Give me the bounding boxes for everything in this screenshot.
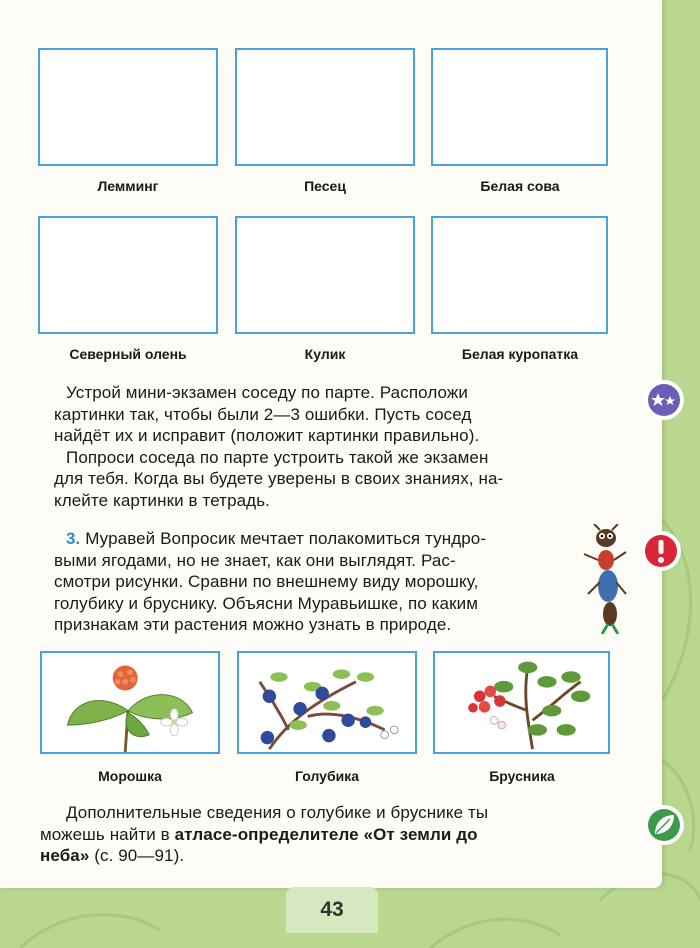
image-slot-ptarmigan: [431, 216, 608, 334]
atlas-reference: атласе-определителе «От земли до: [174, 824, 478, 844]
text-line: можешь найти в: [40, 824, 175, 844]
blueberry-illustration: [239, 653, 415, 752]
caption-lingonberry: Брусника: [489, 768, 555, 784]
ant-icon: [578, 524, 630, 634]
text-line: голубику и бруснику. Объясни Муравьишке, по каким: [54, 593, 479, 613]
extra-info-paragraph: [40, 802, 612, 867]
text-line: выми ягодами, но не знает, как они выглядят. Рас-: [54, 550, 456, 570]
caption-arctic-fox: Песец: [304, 178, 346, 194]
image-slot-arctic-fox: [235, 48, 415, 166]
blueberry-picture: [237, 651, 417, 754]
text-line: картинки так, чтобы были 2—3 ошибки. Пусть сосед: [54, 404, 472, 424]
text-line: Устрой мини-экзамен соседу по парте. Расположи: [66, 383, 468, 402]
image-slot-snowy-owl: [431, 48, 608, 166]
text-line: клейте картинки в тетрадь.: [54, 490, 270, 510]
exam-paragraph: [54, 382, 610, 512]
image-slot-lemming: [38, 48, 218, 166]
image-slot-sandpiper: [235, 216, 415, 334]
page-reference: (с. 90—91).: [89, 846, 185, 866]
lingonberry-illustration: [435, 653, 608, 752]
caption-blueberry: Голубика: [295, 768, 359, 784]
task-number: 3.: [66, 529, 81, 548]
stars-icon: [643, 379, 685, 421]
text-line: Попроси соседа по парте устроить такой же экзамен: [66, 447, 489, 467]
text-line: найдёт их и исправит (положит картинки правильно).: [54, 426, 480, 446]
cloudberry-picture: [40, 651, 220, 754]
caption-reindeer: Северный олень: [69, 346, 187, 362]
caption-lemming: Лемминг: [97, 178, 159, 194]
caption-snowy-owl: Белая сова: [480, 178, 560, 194]
cloudberry-illustration: [42, 653, 218, 752]
image-slot-reindeer: [38, 216, 218, 334]
lingonberry-picture: [433, 651, 610, 754]
caption-ptarmigan: Белая куропатка: [461, 346, 579, 362]
text-line: смотри рисунки. Сравни по внешнему виду морошку,: [54, 572, 479, 592]
exclamation-icon: [640, 530, 682, 572]
text-line: Муравей Вопросик мечтает полакомиться тундро-: [85, 529, 487, 548]
page-number: 43: [286, 887, 378, 933]
atlas-reference-end: неба»: [40, 846, 90, 866]
text-line: Дополнительные сведения о голубике и бруснике ты: [66, 803, 489, 822]
task-3-paragraph: [54, 528, 572, 636]
text-line: для тебя. Когда вы будете уверены в своих знаниях, на-: [54, 469, 504, 489]
caption-cloudberry: Морошка: [98, 768, 162, 784]
leaf-icon: [643, 804, 685, 846]
text-line: признакам эти растения можно узнать в природе.: [54, 615, 452, 635]
caption-sandpiper: Кулик: [304, 346, 346, 362]
